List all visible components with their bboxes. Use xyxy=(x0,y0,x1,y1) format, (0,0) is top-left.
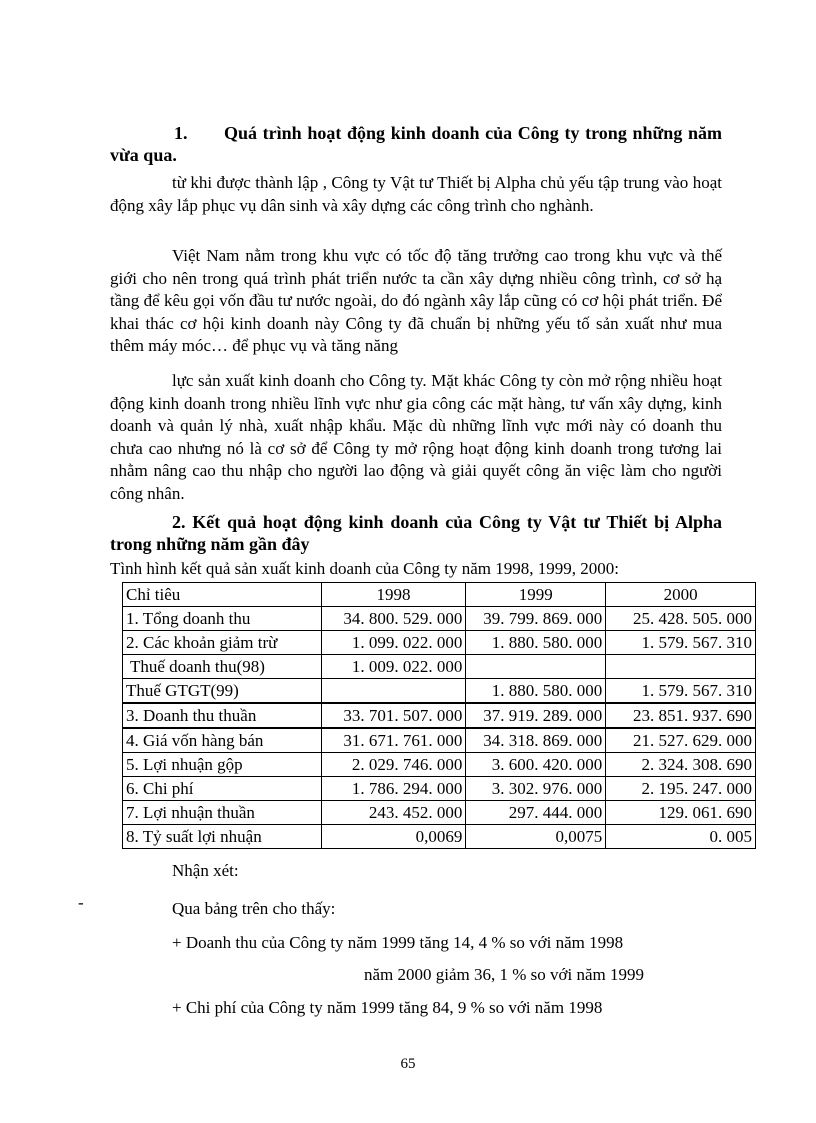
table-cell: 31. 671. 761. 000 xyxy=(321,728,466,753)
header-cell: 2000 xyxy=(606,583,756,607)
table-cell: 129. 061. 690 xyxy=(606,801,756,825)
table-cell: 0,0069 xyxy=(321,825,466,849)
paragraph-1 xyxy=(110,172,722,217)
table-cell: 37. 919. 289. 000 xyxy=(466,703,606,728)
table-cell xyxy=(606,655,756,679)
header-cell: 1999 xyxy=(466,583,606,607)
results-table xyxy=(122,582,756,849)
table-row xyxy=(123,825,756,849)
table-cell: 2. 195. 247. 000 xyxy=(606,777,756,801)
table-cell: 1. 579. 567. 310 xyxy=(606,631,756,655)
table-cell: 1. 880. 580. 000 xyxy=(466,679,606,704)
table-cell: 33. 701. 507. 000 xyxy=(321,703,466,728)
table-cell: 34. 800. 529. 000 xyxy=(321,607,466,631)
table-cell: 25. 428. 505. 000 xyxy=(606,607,756,631)
table-cell xyxy=(321,679,466,704)
table-cell: 1. 099. 022. 000 xyxy=(321,631,466,655)
notes-line-4: + Chi phí của Công ty năm 1999 tăng 84, 9 % so với năm 1998 xyxy=(172,998,603,1017)
table-row xyxy=(123,801,756,825)
header-cell: Chỉ tiêu xyxy=(123,583,322,607)
table-cell xyxy=(466,655,606,679)
table-row xyxy=(123,753,756,777)
page-number: 65 xyxy=(400,1056,416,1072)
header-cell: 1998 xyxy=(321,583,466,607)
section-1-title: Quá trình hoạt động kinh doanh của Công ty trong những năm vừa qua. xyxy=(110,123,722,165)
row-label: 5. Lợi nhuận gộp xyxy=(123,753,322,777)
table-cell: 2. 324. 308. 690 xyxy=(606,753,756,777)
table-cell: 1. 786. 294. 000 xyxy=(321,777,466,801)
table-row xyxy=(123,703,756,728)
table-cell: 34. 318. 869. 000 xyxy=(466,728,606,753)
row-label: 1. Tổng doanh thu xyxy=(123,607,322,631)
row-label: 8. Tỷ suất lợi nhuận xyxy=(123,825,322,849)
section-2-title: 2. Kết quả hoạt động kinh doanh của Công ty Vật tư Thiết bị Alpha trong những năm gần đây xyxy=(110,512,722,554)
table-cell: 243. 452. 000 xyxy=(321,801,466,825)
paragraph-2-text: Việt Nam nằm trong khu vực có tốc độ tăng trưởng cao trong khu vực và thế giới cho nên trong quá trình phát triển nước ta cần xây dựng nhiều công trình, cơ sở hạ tầng để kêu gọi vốn đầu tư nước ngoài, do đó ngành xây lắp cũng có cơ hội phát triển. Để khai thác cơ hội kinh doanh này Công ty đã chuẩn bị những yếu tố sản xuất như mua thêm máy móc… để phục vụ và tăng năng xyxy=(110,246,722,355)
table-row xyxy=(123,631,756,655)
row-label: 7. Lợi nhuận thuần xyxy=(123,801,322,825)
row-label: 3. Doanh thu thuần xyxy=(123,703,322,728)
table-caption: Tình hình kết quả sản xuất kinh doanh của Công ty năm 1998, 1999, 2000: xyxy=(110,559,619,578)
paragraph-3 xyxy=(110,370,722,505)
row-label: 2. Các khoản giảm trừ xyxy=(123,631,322,655)
table-cell: 1. 579. 567. 310 xyxy=(606,679,756,704)
table-cell: 0. 005 xyxy=(606,825,756,849)
table-row xyxy=(123,679,756,704)
row-label: 6. Chi phí xyxy=(123,777,322,801)
table-cell: 3. 600. 420. 000 xyxy=(466,753,606,777)
row-label: Thuế doanh thu(98) xyxy=(123,655,322,679)
section-2-heading xyxy=(110,511,722,555)
dash-marker: - xyxy=(78,893,84,912)
table-cell: 297. 444. 000 xyxy=(466,801,606,825)
table-cell: 23. 851. 937. 690 xyxy=(606,703,756,728)
notes-line-2: + Doanh thu của Công ty năm 1999 tăng 14, 4 % so với năm 1998 xyxy=(172,933,624,952)
row-label: 4. Giá vốn hàng bán xyxy=(123,728,322,753)
paragraph-2 xyxy=(110,245,722,358)
table-cell: 3. 302. 976. 000 xyxy=(466,777,606,801)
section-1-heading xyxy=(110,122,722,166)
table-row xyxy=(123,728,756,753)
notes-heading: Nhận xét: xyxy=(172,861,239,880)
section-1-number: 1. xyxy=(174,123,188,143)
paragraph-3-text: lực sản xuất kinh doanh cho Công ty. Mặt khác Công ty còn mở rộng nhiều hoạt động kinh doanh trong nhiều lĩnh vực như gia công các mặt hàng, tư vấn xây dựng, kinh doanh và quản lý nhà, xuất nhập khẩu. Mặc dù những lĩnh vực mới này có doanh thu chưa cao nhưng nó là cơ sở để Công ty mở rộng hoạt động kinh doanh trong tương lai nhằm nâng cao thu nhập cho người lao động và giải quyết công ăn việc làm cho người công nhân. xyxy=(110,371,722,503)
table-cell: 21. 527. 629. 000 xyxy=(606,728,756,753)
table-cell: 0,0075 xyxy=(466,825,606,849)
row-label: Thuế GTGT(99) xyxy=(123,679,322,704)
notes-line-1: Qua bảng trên cho thấy: xyxy=(172,899,336,918)
notes-line-3: năm 2000 giảm 36, 1 % so với năm 1999 xyxy=(364,965,645,984)
table-row xyxy=(123,655,756,679)
table-row xyxy=(123,607,756,631)
paragraph-1-text: từ khi được thành lập , Công ty Vật tư Thiết bị Alpha chủ yếu tập trung vào hoạt động xây lắp phục vụ dân sinh và xây dựng các công trình cho nghành. xyxy=(110,173,722,215)
table-header-row xyxy=(123,583,756,607)
table-cell: 2. 029. 746. 000 xyxy=(321,753,466,777)
table-cell: 1. 880. 580. 000 xyxy=(466,631,606,655)
table-cell: 1. 009. 022. 000 xyxy=(321,655,466,679)
table-cell: 39. 799. 869. 000 xyxy=(466,607,606,631)
table-row xyxy=(123,777,756,801)
